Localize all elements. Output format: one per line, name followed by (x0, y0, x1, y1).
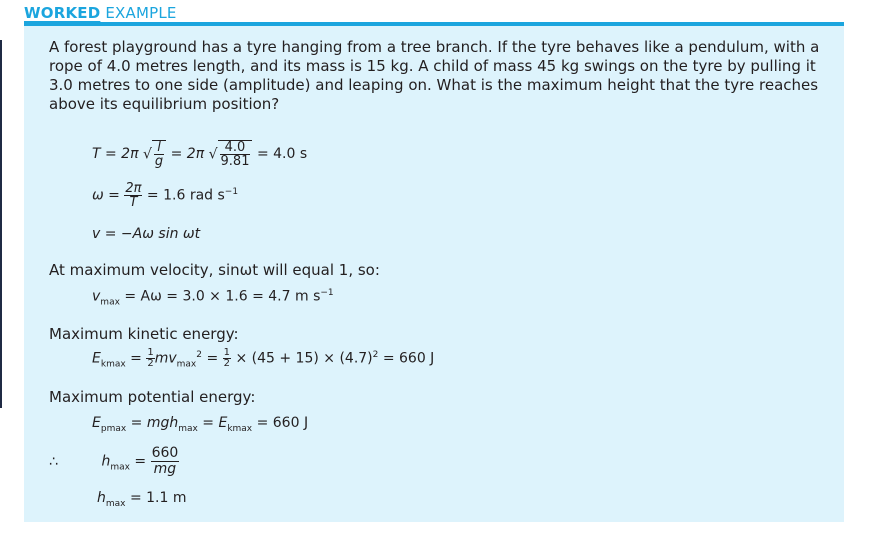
hfrac-h: h (101, 453, 111, 470)
header-word-example: EXAMPLE (105, 4, 177, 22)
vmax-v: v (92, 288, 101, 305)
text-max-ke: Maximum kinetic energy: (49, 325, 239, 343)
ke-half-den-2: 2 (223, 358, 230, 369)
ke-subscript: kmax (100, 359, 126, 370)
frac-num-length: 4.0 (220, 141, 251, 155)
ke-result: = 660 J (382, 350, 435, 367)
ke-half-den: 2 (147, 358, 154, 369)
hfrac-num: 660 (151, 445, 179, 461)
omega-den: T (129, 195, 138, 210)
hresult-subscript: max (105, 498, 126, 509)
hfrac-subscript: max (110, 462, 130, 473)
sqrt-l-over-g: √ $\frac{l}{g}$ (143, 140, 166, 168)
pe-e: E (92, 415, 101, 431)
omega-lhs: ω = (92, 187, 120, 204)
pe-subscript: pmax (100, 423, 127, 434)
therefore-symbol: ∴ (49, 453, 58, 470)
equation-vmax (92, 288, 334, 307)
equation-h-result (97, 490, 186, 509)
ke-e: E (92, 350, 101, 367)
pe-h-subscript: max (178, 423, 198, 434)
page-edge-line (0, 40, 2, 408)
pe-result: = 660 J (256, 415, 309, 431)
frac-g: g (154, 154, 164, 169)
frac-l: l (154, 141, 164, 155)
pe-mgh: = mgh (130, 415, 179, 431)
hresult-value: = 1.1 m (129, 490, 187, 506)
ke-equals-2: = (206, 350, 219, 367)
hfrac-equals: = (134, 453, 147, 470)
ke-square-2: 2 (372, 349, 379, 360)
pe-e-kmax: = E (202, 415, 228, 431)
omega-result: = 1.6 rad s (146, 187, 225, 204)
ke-equals: = (130, 350, 142, 367)
equation-velocity (92, 226, 200, 242)
ke-square: 2 (196, 349, 202, 360)
period-result: = 4.0 s (256, 146, 308, 162)
ke-half-num-2: 1 (223, 347, 230, 358)
equation-period (92, 140, 307, 168)
equation-pe (92, 415, 308, 434)
vmax-rest: = Aω = 3.0 × 1.6 = 4.7 m s (124, 288, 321, 305)
hresult-h: h (97, 490, 106, 506)
section-header (24, 4, 177, 22)
omega-num: 2π (125, 181, 142, 196)
hfrac-den: mg (153, 461, 177, 477)
text-max-velocity: At maximum velocity, sinωt will equal 1, so: (49, 261, 380, 279)
problem-statement: A forest playground has a tyre hanging from a tree branch. If the tyre behaves like a pendulum, with a rope of 4.0 metres length, and its mass is 15 kg. A child of mass 45 kg swings on the tyre by pulling it 3.0 metres to one side (amplitude) and leaping on. What is the maximum height that the tyre reaches above its equilibrium position? (49, 38, 820, 113)
period-lhs: T = 2π (92, 146, 139, 162)
omega-exponent: −1 (224, 186, 239, 197)
text-max-pe: Maximum potential energy: (49, 388, 256, 406)
ke-mv: mv (154, 350, 177, 367)
ke-vmax-subscript: max (176, 359, 197, 370)
header-word-worked: WORKED (24, 4, 101, 22)
equation-omega (92, 182, 238, 209)
period-mid: = 2π (170, 146, 205, 162)
ke-rest: × (45 + 15) × (4.7) (235, 350, 373, 367)
ke-half-num: 1 (147, 347, 154, 358)
pe-kmax-subscript: kmax (227, 423, 253, 434)
vmax-exponent: −1 (320, 288, 334, 298)
sqrt-numeric: √ $\frac{4.0}{9.81}$ (209, 140, 253, 168)
vmax-subscript: max (100, 297, 120, 308)
velocity-formula: v = −Aω sin ωt (92, 226, 201, 242)
frac-den-gravity: 9.81 (220, 154, 250, 169)
equation-ke (92, 348, 434, 369)
equation-h-fraction (49, 446, 179, 477)
